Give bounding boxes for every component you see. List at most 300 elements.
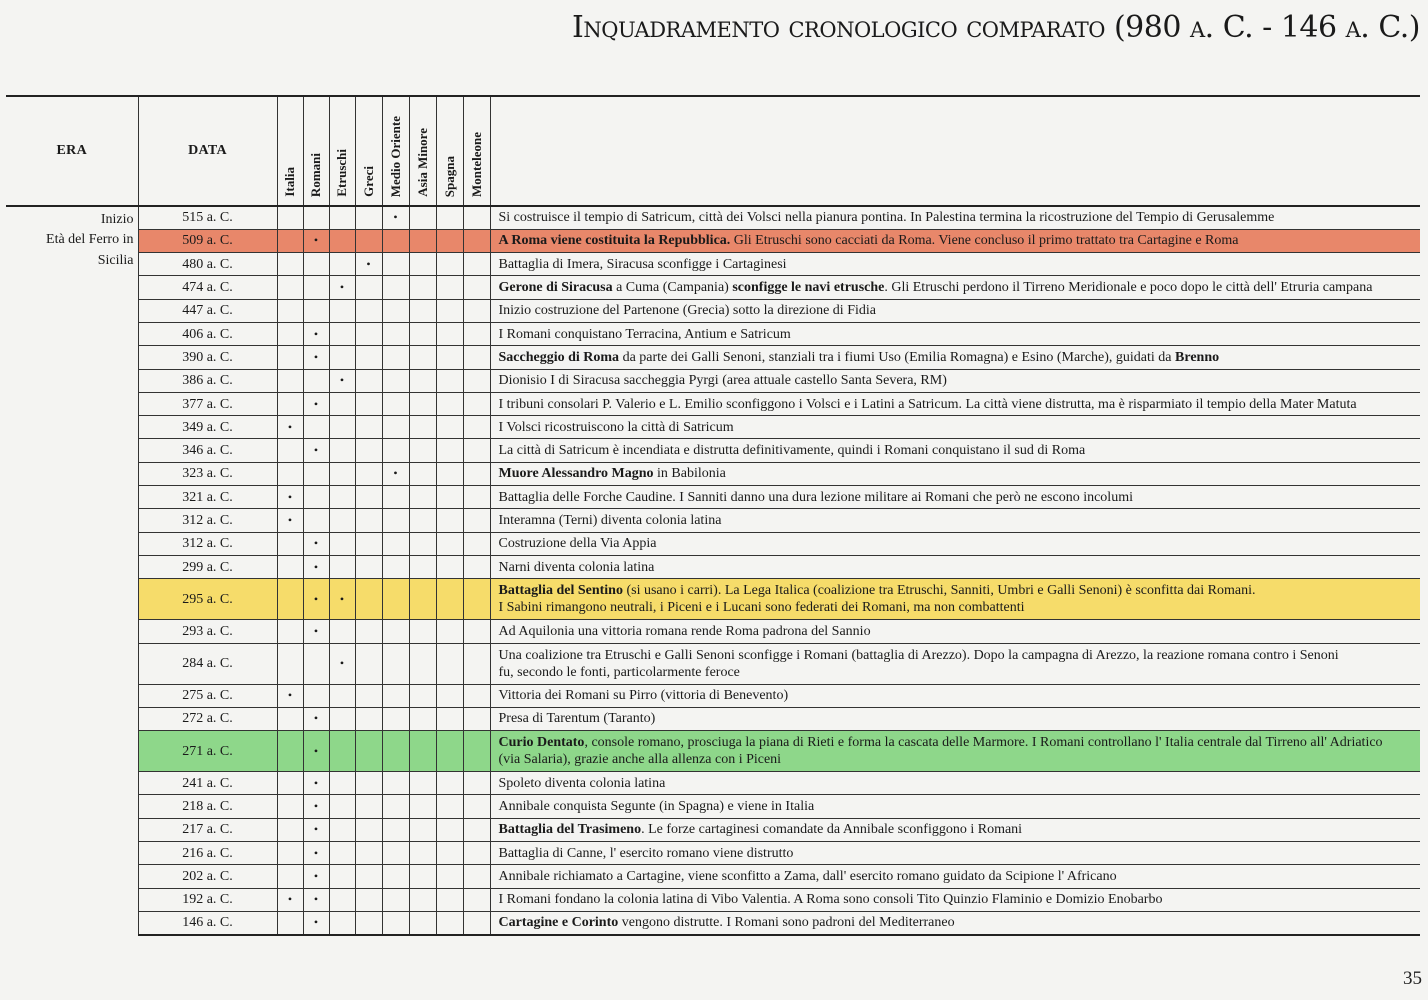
region-mark-cell (409, 229, 436, 252)
header-row (6, 96, 1420, 206)
region-mark-cell (303, 620, 329, 643)
region-mark-cell (409, 795, 436, 818)
region-mark-cell (382, 865, 409, 888)
region-mark-cell (303, 346, 329, 369)
region-mark-cell (277, 842, 303, 865)
table-row (6, 276, 1420, 299)
region-mark-cell (329, 253, 355, 276)
region-mark-cell (409, 462, 436, 485)
date-cell: 390 a. C. (138, 346, 277, 369)
table-row (6, 206, 1420, 229)
event-description: Annibale conquista Segunte (in Spagna) e viene in Italia (490, 795, 1420, 818)
event-description: Presa di Tarentum (Taranto) (490, 707, 1420, 730)
region-mark-cell (329, 684, 355, 707)
region-mark-cell (303, 643, 329, 684)
bullet-dot-icon: • (339, 656, 345, 671)
region-mark-cell (277, 620, 303, 643)
header-region (382, 96, 409, 206)
region-mark-cell (277, 276, 303, 299)
date-cell: 275 a. C. (138, 684, 277, 707)
region-mark-cell (303, 486, 329, 509)
event-description: Battaglia di Imera, Siracusa sconfigge i Cartaginesi (490, 253, 1420, 276)
region-mark-cell (277, 439, 303, 462)
region-mark-cell (329, 369, 355, 392)
header-region-label: Asia Minore (414, 128, 430, 197)
region-mark-cell (409, 731, 436, 772)
region-mark-cell (463, 416, 490, 439)
bullet-dot-icon: • (393, 466, 398, 481)
region-mark-cell (409, 818, 436, 841)
bullet-dot-icon: • (313, 623, 319, 638)
region-mark-cell (355, 620, 382, 643)
region-mark-cell (382, 579, 409, 620)
region-mark-cell (436, 707, 463, 730)
region-mark-cell (355, 229, 382, 252)
region-mark-cell (463, 253, 490, 276)
region-mark-cell (329, 439, 355, 462)
region-mark-cell (409, 643, 436, 684)
event-description: Narni diventa colonia latina (490, 555, 1420, 578)
table-row (6, 322, 1420, 345)
region-mark-cell (355, 643, 382, 684)
region-mark-cell (355, 299, 382, 322)
table-row (6, 229, 1420, 252)
page-title: Inquadramento cronologico comparato (980 a. C. - 146 a. C.) (572, 10, 1420, 45)
region-mark-cell (436, 888, 463, 911)
region-mark-cell (463, 620, 490, 643)
bullet-dot-icon: • (366, 256, 371, 271)
region-mark-cell (463, 462, 490, 485)
table-row (6, 416, 1420, 439)
region-mark-cell (463, 555, 490, 578)
region-mark-cell (382, 439, 409, 462)
bullet-dot-icon: • (287, 513, 293, 527)
date-cell: 146 a. C. (138, 911, 277, 934)
region-mark-cell (355, 555, 382, 578)
region-mark-cell (382, 369, 409, 392)
region-mark-cell (409, 509, 436, 532)
event-description: A Roma viene costituita la Repubblica. Gli Etruschi sono cacciati da Roma. Viene concluso il primo trattato tra Cartagine e Roma (490, 229, 1420, 252)
region-mark-cell (382, 795, 409, 818)
region-mark-cell (355, 865, 382, 888)
event-description: La città di Satricum è incendiata e distrutta definitivamente, quindi i Romani conquistano il sud di Roma (490, 439, 1420, 462)
region-mark-cell (436, 392, 463, 415)
event-description: Muore Alessandro Magno in Babilonia (490, 462, 1420, 485)
region-mark-cell (277, 322, 303, 345)
bullet-dot-icon: • (393, 210, 398, 225)
table-row (6, 620, 1420, 643)
region-mark-cell (329, 532, 355, 555)
bullet-dot-icon: • (287, 688, 293, 703)
region-mark-cell (382, 392, 409, 415)
region-mark-cell (277, 865, 303, 888)
region-mark-cell (303, 795, 329, 818)
date-cell: 447 a. C. (138, 299, 277, 322)
region-mark-cell (329, 620, 355, 643)
region-mark-cell (436, 620, 463, 643)
date-cell: 346 a. C. (138, 439, 277, 462)
region-mark-cell (436, 643, 463, 684)
bullet-dot-icon: • (313, 743, 319, 758)
table-row (6, 392, 1420, 415)
header-description (490, 96, 1420, 206)
table-row (6, 888, 1420, 911)
era-label-line: Sicilia (97, 252, 134, 268)
region-mark-cell (463, 842, 490, 865)
region-mark-cell (303, 462, 329, 485)
region-mark-cell (436, 439, 463, 462)
region-mark-cell (382, 322, 409, 345)
region-mark-cell (303, 369, 329, 392)
region-mark-cell (277, 416, 303, 439)
event-description: Ad Aquilonia una vittoria romana rende Roma padrona del Sannio (490, 620, 1420, 643)
date-cell: 515 a. C. (138, 206, 277, 229)
region-mark-cell (463, 772, 490, 795)
bullet-dot-icon: • (313, 868, 319, 883)
region-mark-cell (382, 818, 409, 841)
region-mark-cell (329, 888, 355, 911)
region-mark-cell (303, 579, 329, 620)
date-cell: 216 a. C. (138, 842, 277, 865)
region-mark-cell (355, 579, 382, 620)
event-description: Battaglia delle Forche Caudine. I Sanniti danno una dura lezione militare ai Romani che però ne escono incolumi (490, 486, 1420, 509)
region-mark-cell (463, 486, 490, 509)
region-mark-cell (277, 707, 303, 730)
header-region-label: Medio Oriente (387, 115, 403, 197)
header-region-label: Romani (308, 152, 323, 197)
region-mark-cell (277, 229, 303, 252)
region-mark-cell (463, 795, 490, 818)
region-mark-cell (436, 462, 463, 485)
region-mark-cell (355, 888, 382, 911)
region-mark-cell (463, 206, 490, 229)
region-mark-cell (355, 253, 382, 276)
region-mark-cell (329, 643, 355, 684)
table-row (6, 731, 1420, 772)
region-mark-cell (436, 684, 463, 707)
region-mark-cell (303, 911, 329, 934)
region-mark-cell (382, 888, 409, 911)
region-mark-cell (409, 253, 436, 276)
header-region (329, 96, 355, 206)
event-description: Vittoria dei Romani su Pirro (vittoria di Benevento) (490, 684, 1420, 707)
region-mark-cell (329, 206, 355, 229)
region-mark-cell (409, 439, 436, 462)
region-mark-cell (409, 206, 436, 229)
date-cell: 284 a. C. (138, 643, 277, 684)
bullet-dot-icon: • (313, 711, 319, 726)
region-mark-cell (303, 229, 329, 252)
date-cell: 272 a. C. (138, 707, 277, 730)
region-mark-cell (382, 276, 409, 299)
region-mark-cell (382, 509, 409, 532)
date-cell: 295 a. C. (138, 579, 277, 620)
header-region-label: Etruschi (334, 149, 349, 197)
region-mark-cell (436, 532, 463, 555)
region-mark-cell (382, 253, 409, 276)
region-mark-cell (277, 509, 303, 532)
event-description: Una coalizione tra Etruschi e Galli Senoni sconfigge i Romani (battaglia di Arezzo). Dopo la campagna di Arezzo, la reazione romana contro i Senoni fu, secondo le fonti, particolarmente feroce (490, 643, 1420, 684)
event-description: Battaglia di Canne, l' esercito romano viene distrutto (490, 842, 1420, 865)
region-mark-cell (436, 818, 463, 841)
event-description: Saccheggio di Roma da parte dei Galli Senoni, stanziali tra i fiumi Uso (Emilia Romagna) e Esino (Marche), guidati da Brenno (490, 346, 1420, 369)
region-mark-cell (277, 795, 303, 818)
table-row (6, 842, 1420, 865)
region-mark-cell (277, 555, 303, 578)
event-description: Curio Dentato, console romano, prosciuga la piana di Rieti e forma la cascata delle Marmore. I Romani controllano l' Italia centrale dal Tirreno all' Adriatico (via Salaria), grazie anche alla allenza con i Piceni (490, 731, 1420, 772)
region-mark-cell (303, 684, 329, 707)
region-mark-cell (329, 555, 355, 578)
region-mark-cell (355, 842, 382, 865)
region-mark-cell (329, 276, 355, 299)
region-mark-cell (409, 346, 436, 369)
region-mark-cell (355, 684, 382, 707)
region-mark-cell (436, 322, 463, 345)
region-mark-cell (303, 818, 329, 841)
region-mark-cell (436, 253, 463, 276)
date-cell: 323 a. C. (138, 462, 277, 485)
bullet-dot-icon: • (313, 443, 319, 458)
region-mark-cell (436, 842, 463, 865)
bullet-dot-icon: • (313, 845, 319, 860)
region-mark-cell (355, 509, 382, 532)
region-mark-cell (303, 322, 329, 345)
date-cell: 377 a. C. (138, 392, 277, 415)
region-mark-cell (303, 253, 329, 276)
event-description: I Romani conquistano Terracina, Antium e Satricum (490, 322, 1420, 345)
region-mark-cell (329, 911, 355, 934)
date-cell: 218 a. C. (138, 795, 277, 818)
bullet-dot-icon: • (287, 892, 293, 907)
bullet-dot-icon: • (313, 822, 319, 837)
region-mark-cell (329, 818, 355, 841)
event-description: I Volsci ricostruiscono la città di Satricum (490, 416, 1420, 439)
region-mark-cell (355, 206, 382, 229)
region-mark-cell (329, 322, 355, 345)
region-mark-cell (329, 299, 355, 322)
region-mark-cell (436, 911, 463, 934)
region-mark-cell (329, 392, 355, 415)
header-region-label: Monteleone (468, 132, 484, 197)
region-mark-cell (329, 865, 355, 888)
region-mark-cell (355, 707, 382, 730)
event-description: Gerone di Siracusa a Cuma (Campania) sconfigge le navi etrusche. Gli Etruschi perdono il Tirreno Meridionale e poco dopo le città dell' Etruria campana (490, 276, 1420, 299)
era-label-line: Età del Ferro in (46, 232, 134, 248)
region-mark-cell (382, 842, 409, 865)
region-mark-cell (463, 818, 490, 841)
region-mark-cell (277, 684, 303, 707)
region-mark-cell (409, 911, 436, 934)
region-mark-cell (355, 346, 382, 369)
region-mark-cell (277, 818, 303, 841)
region-mark-cell (382, 229, 409, 252)
region-mark-cell (329, 346, 355, 369)
date-cell: 386 a. C. (138, 369, 277, 392)
region-mark-cell (329, 842, 355, 865)
region-mark-cell (463, 299, 490, 322)
region-mark-cell (303, 731, 329, 772)
region-mark-cell (436, 865, 463, 888)
region-mark-cell (463, 369, 490, 392)
region-mark-cell (303, 276, 329, 299)
table-row (6, 439, 1420, 462)
region-mark-cell (463, 346, 490, 369)
region-mark-cell (409, 276, 436, 299)
region-mark-cell (355, 818, 382, 841)
region-mark-cell (436, 772, 463, 795)
date-cell: 509 a. C. (138, 229, 277, 252)
table-row (6, 369, 1420, 392)
region-mark-cell (409, 772, 436, 795)
region-mark-cell (277, 731, 303, 772)
region-mark-cell (409, 555, 436, 578)
region-mark-cell (355, 369, 382, 392)
table-row (6, 555, 1420, 578)
header-region (303, 96, 329, 206)
region-mark-cell (277, 486, 303, 509)
table-row (6, 532, 1420, 555)
region-mark-cell (277, 299, 303, 322)
date-cell: 241 a. C. (138, 772, 277, 795)
bullet-dot-icon: • (313, 892, 319, 907)
date-cell: 312 a. C. (138, 509, 277, 532)
date-cell: 321 a. C. (138, 486, 277, 509)
bullet-dot-icon: • (313, 326, 319, 341)
region-mark-cell (303, 509, 329, 532)
region-mark-cell (382, 911, 409, 934)
region-mark-cell (329, 229, 355, 252)
table-row (6, 253, 1420, 276)
header-region-label: Spagna (441, 155, 457, 197)
region-mark-cell (382, 532, 409, 555)
event-description: Si costruisce il tempio di Satricum, città dei Volsci nella pianura pontina. In Palestina termina la ricostruzione del Tempio di Gerusalemme (490, 206, 1420, 229)
region-mark-cell (329, 579, 355, 620)
region-mark-cell (355, 416, 382, 439)
region-mark-cell (436, 555, 463, 578)
region-mark-cell (436, 416, 463, 439)
event-description: I tribuni consolari P. Valerio e L. Emilio sconfiggono i Volsci e i Latini a Satricum. La città viene distrutta, ma è risparmiato il tempio della Mater Matuta (490, 392, 1420, 415)
table-row (6, 299, 1420, 322)
date-cell: 217 a. C. (138, 818, 277, 841)
region-mark-cell (277, 346, 303, 369)
region-mark-cell (382, 555, 409, 578)
region-mark-cell (463, 532, 490, 555)
region-mark-cell (277, 532, 303, 555)
date-cell: 293 a. C. (138, 620, 277, 643)
region-mark-cell (355, 392, 382, 415)
bullet-dot-icon: • (287, 489, 293, 504)
table-row (6, 795, 1420, 818)
event-description: Spoleto diventa colonia latina (490, 772, 1420, 795)
region-mark-cell (329, 486, 355, 509)
region-mark-cell (382, 731, 409, 772)
bullet-dot-icon: • (313, 536, 319, 551)
region-mark-cell (436, 486, 463, 509)
region-mark-cell (409, 579, 436, 620)
header-date: DATA (138, 96, 277, 206)
region-mark-cell (329, 731, 355, 772)
date-cell: 312 a. C. (138, 532, 277, 555)
region-mark-cell (436, 346, 463, 369)
region-mark-cell (436, 276, 463, 299)
region-mark-cell (355, 439, 382, 462)
region-mark-cell (329, 462, 355, 485)
region-mark-cell (382, 684, 409, 707)
page-number: 35 (1403, 968, 1422, 989)
region-mark-cell (329, 416, 355, 439)
table-row (6, 579, 1420, 620)
region-mark-cell (277, 392, 303, 415)
region-mark-cell (409, 532, 436, 555)
region-mark-cell (463, 276, 490, 299)
region-mark-cell (303, 299, 329, 322)
header-era: ERA (6, 96, 138, 206)
region-mark-cell (382, 299, 409, 322)
region-mark-cell (355, 322, 382, 345)
date-cell: 406 a. C. (138, 322, 277, 345)
event-description: Battaglia del Sentino (si usano i carri). La Lega Italica (coalizione tra Etruschi, Sanniti, Umbri e Galli Senoni) è sconfitta dai Romani. I Sabini rimangono neutrali, i Piceni e i Lucani sono federati dei Romani, ma non combattenti (490, 579, 1420, 620)
region-mark-cell (277, 888, 303, 911)
bullet-dot-icon: • (313, 559, 319, 574)
region-mark-cell (463, 322, 490, 345)
table-body (6, 206, 1420, 935)
table-row (6, 865, 1420, 888)
table-row (6, 684, 1420, 707)
date-cell: 349 a. C. (138, 416, 277, 439)
event-description: Cartagine e Corinto vengono distrutte. I Romani sono padroni del Mediterraneo (490, 911, 1420, 934)
region-mark-cell (436, 509, 463, 532)
region-mark-cell (409, 684, 436, 707)
region-mark-cell (303, 416, 329, 439)
region-mark-cell (463, 509, 490, 532)
date-cell: 480 a. C. (138, 253, 277, 276)
region-mark-cell (382, 416, 409, 439)
table-row (6, 911, 1420, 934)
region-mark-cell (277, 772, 303, 795)
region-mark-cell (303, 707, 329, 730)
region-mark-cell (463, 731, 490, 772)
region-mark-cell (463, 865, 490, 888)
bullet-dot-icon: • (313, 915, 319, 930)
region-mark-cell (463, 579, 490, 620)
date-cell: 271 a. C. (138, 731, 277, 772)
region-mark-cell (382, 707, 409, 730)
era-label-line: Inizio (100, 212, 134, 227)
region-mark-cell (436, 579, 463, 620)
table-row (6, 462, 1420, 485)
region-mark-cell (303, 888, 329, 911)
region-mark-cell (355, 462, 382, 485)
region-mark-cell (436, 369, 463, 392)
header-region (436, 96, 463, 206)
region-mark-cell (355, 486, 382, 509)
region-mark-cell (329, 509, 355, 532)
region-mark-cell (382, 620, 409, 643)
table-row (6, 707, 1420, 730)
era-cell (6, 206, 138, 935)
header-region (355, 96, 382, 206)
region-mark-cell (303, 555, 329, 578)
region-mark-cell (409, 369, 436, 392)
region-mark-cell (463, 888, 490, 911)
region-mark-cell (409, 486, 436, 509)
region-mark-cell (436, 229, 463, 252)
header-region-label: Greci (360, 166, 376, 197)
region-mark-cell (303, 772, 329, 795)
region-mark-cell (463, 229, 490, 252)
region-mark-cell (303, 865, 329, 888)
region-mark-cell (329, 772, 355, 795)
